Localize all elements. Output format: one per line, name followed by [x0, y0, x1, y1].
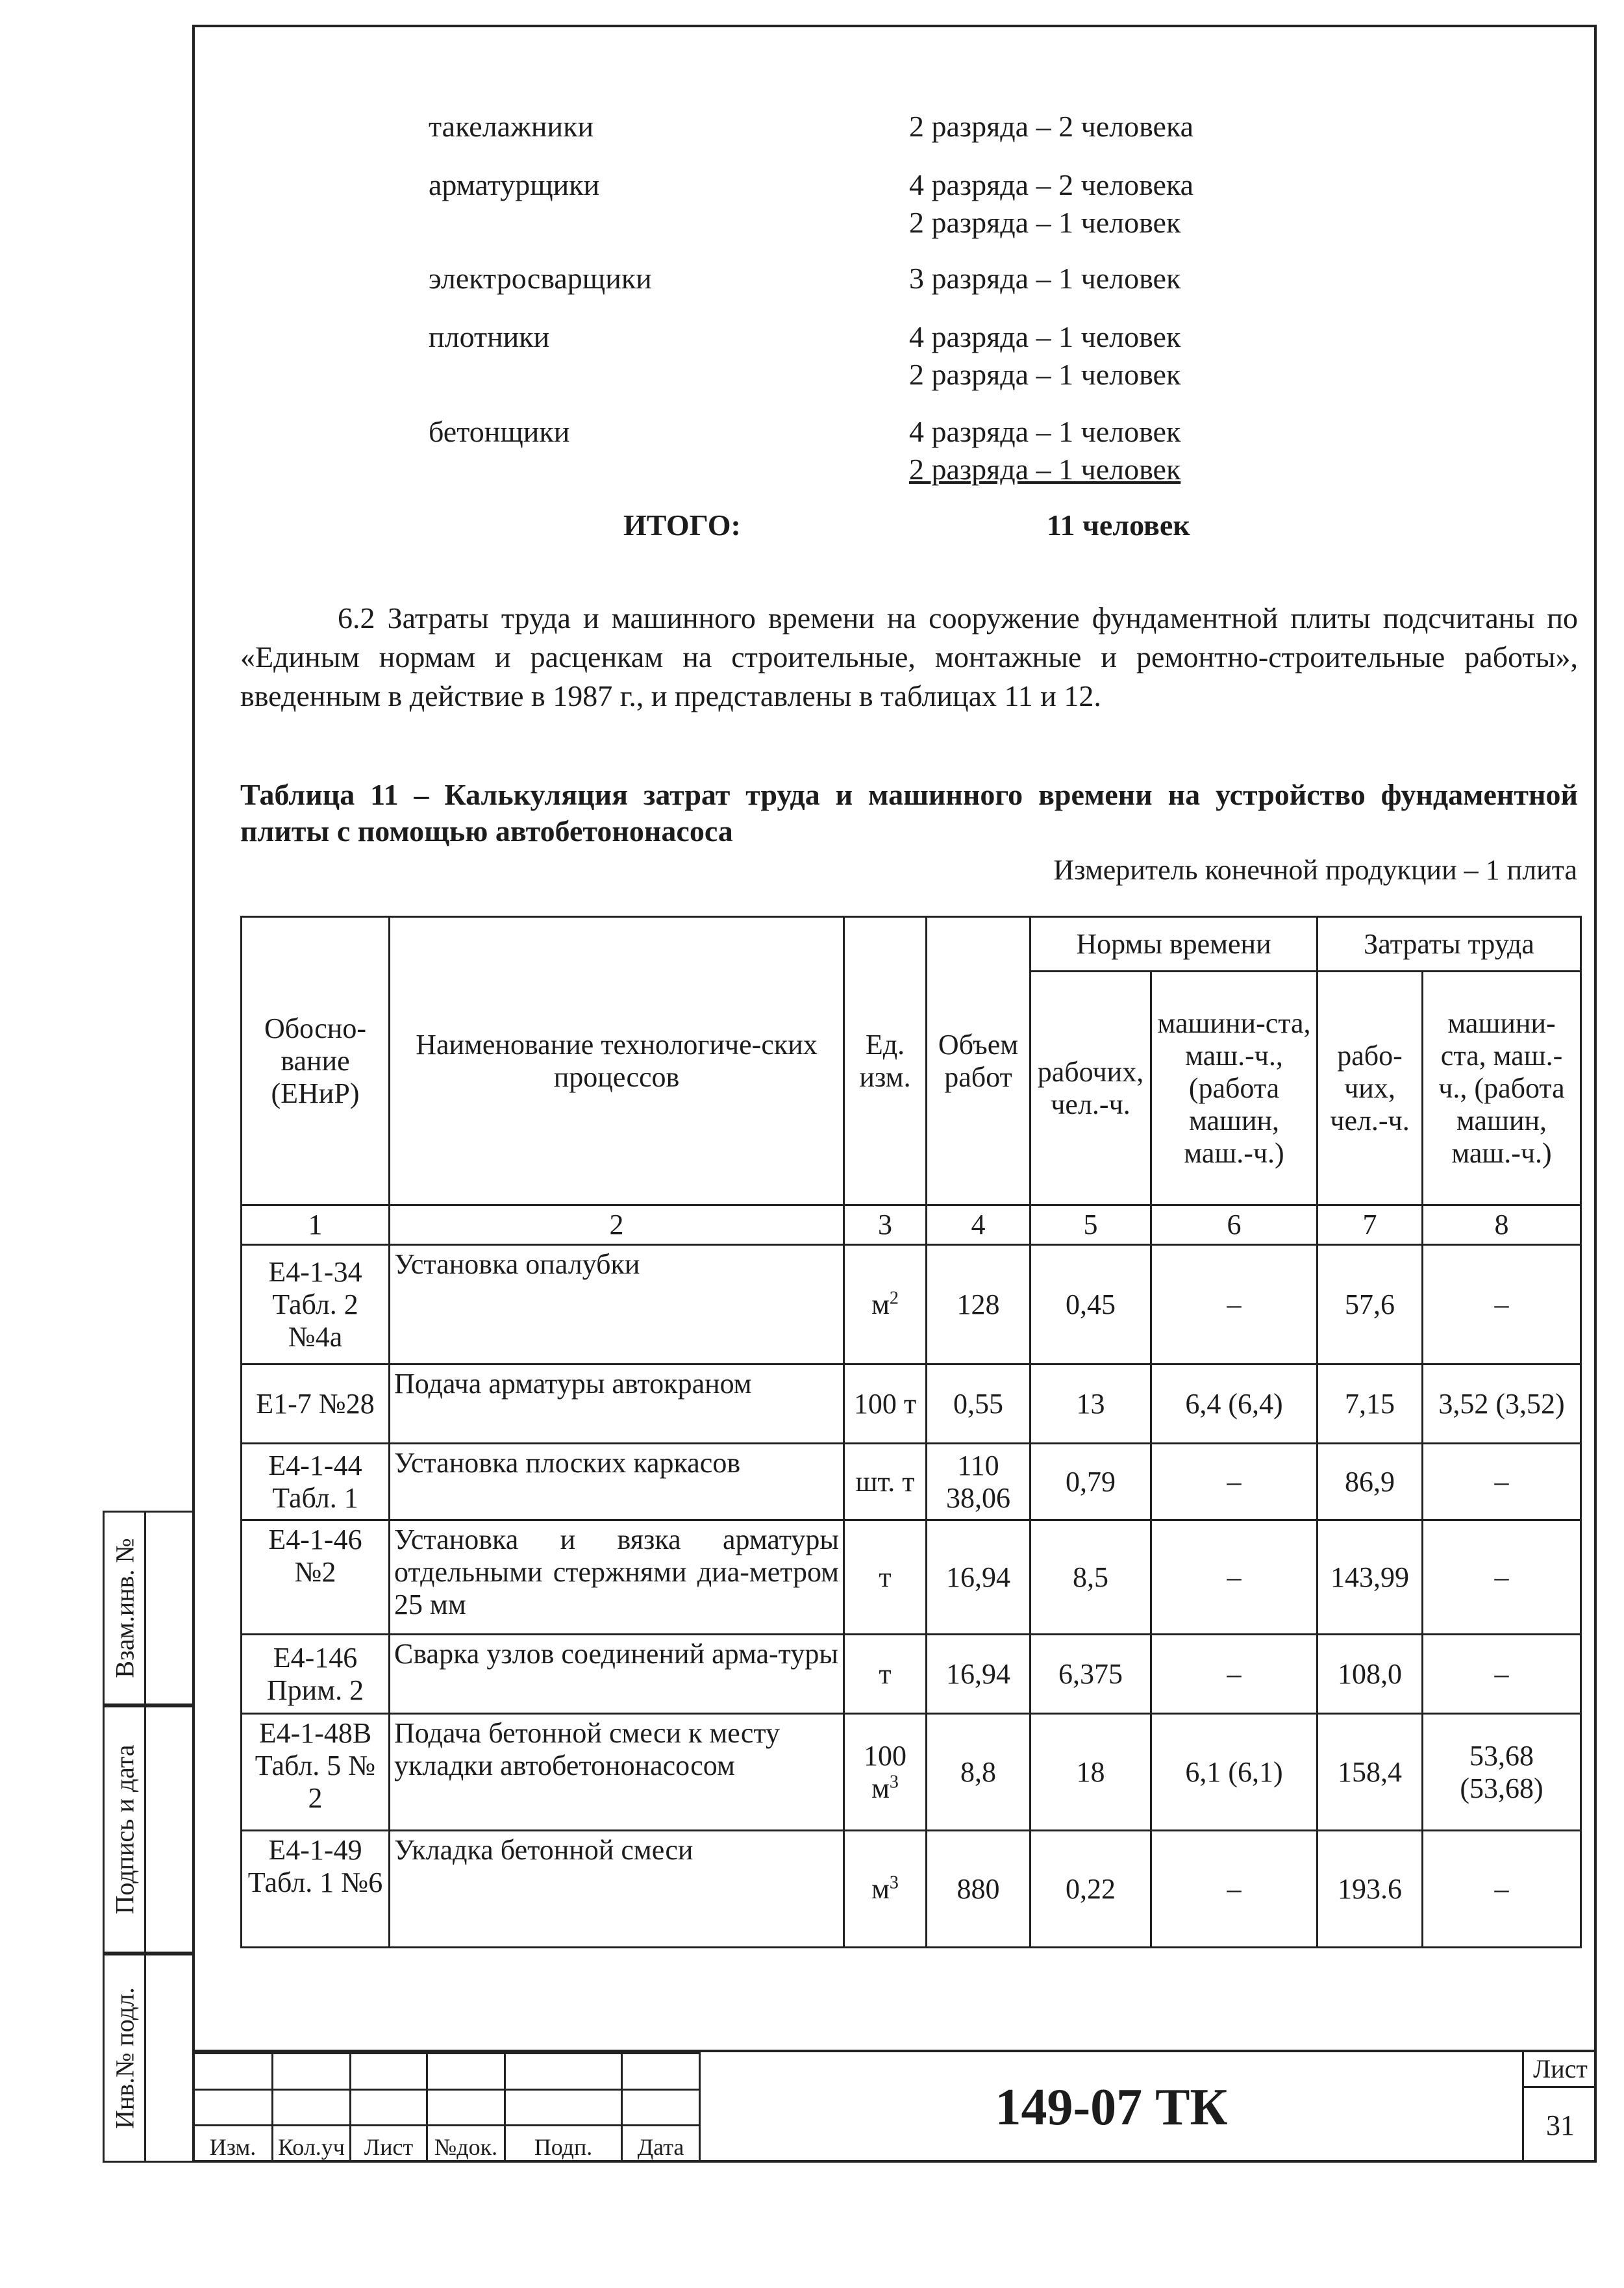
unit-text: т: [879, 1657, 892, 1690]
cell-process: Подача арматуры автокраном: [390, 1364, 844, 1444]
table-row: [242, 1714, 1581, 1831]
crew-grade-3a: 3 разряда – 1 человек: [909, 262, 1181, 295]
paragraph-6-2: 6.2 Затраты труда и машинного времени на сооружение фундаментной плиты подсчитаны по «Единым нормам и расценкам на строительные, монтажные и ремонтно-строительные работы», введенным в действие в 1987 г., и представлены в таблицах 11 и 12.: [240, 601, 1578, 712]
cell-basis: Е4-146 Прим. 2: [242, 1635, 390, 1714]
cell-process: Подача бетонной смеси к месту укладки автобетононасосом: [390, 1714, 844, 1831]
crew-grade-2a: 4 разряда – 2 человека: [909, 168, 1194, 201]
cell-unit: [844, 1245, 927, 1364]
sheet-cell: [1522, 2052, 1597, 2163]
th-norms-group: Нормы времени: [1031, 917, 1318, 972]
cell-cost-machinist: –: [1423, 1831, 1581, 1948]
col-number: 3: [844, 1205, 927, 1245]
sheet-number: 31: [1546, 2109, 1575, 2141]
cell-basis: Е4-1-48В Табл. 5 № 2: [242, 1714, 390, 1831]
unit-text: 100 м: [864, 1739, 906, 1804]
col-kol-uch: Кол.уч: [273, 2126, 351, 2162]
th-costs-group: Затраты труда: [1318, 917, 1581, 972]
stamp-signature-label: Подпись и дата: [110, 1744, 139, 1915]
cell-process: Сварка узлов соединений арма-туры: [390, 1635, 844, 1714]
th-process: Наименование технологиче-ских процессов: [390, 917, 844, 1205]
th-basis: Обосно-вание (ЕНиР): [242, 917, 390, 1205]
unit-text: м: [871, 1872, 890, 1905]
col-number: 2: [390, 1205, 844, 1245]
total-label: ИТОГО:: [623, 509, 741, 542]
unit-sup: 3: [889, 1872, 899, 1892]
table-row: [242, 1444, 1581, 1520]
crew-trade-2: арматурщики: [429, 168, 600, 201]
cell-norm-workers: 13: [1031, 1364, 1151, 1444]
cell-volume: 8,8: [927, 1714, 1031, 1831]
total-value: 11 человек: [1047, 509, 1190, 542]
crew-trade-4: плотники: [429, 320, 550, 353]
col-number: 1: [242, 1205, 390, 1245]
cell-unit: [844, 1520, 927, 1635]
cell-norm-machinist: –: [1151, 1245, 1318, 1364]
cell-norm-workers: 8,5: [1031, 1520, 1151, 1635]
th-cost-machinist: машини-ста, маш.-ч., (работа машин, маш.-ч.): [1423, 972, 1581, 1205]
th-volume: Объем работ: [927, 917, 1031, 1205]
cell-cost-workers: 108,0: [1318, 1635, 1423, 1714]
table-row: [242, 1245, 1581, 1364]
crew-grade-4a: 4 разряда – 1 человек: [909, 320, 1181, 353]
cell-norm-machinist: 6,4 (6,4): [1151, 1364, 1318, 1444]
unit-sup: 2: [889, 1287, 899, 1308]
sheet-label: Лист: [1524, 2052, 1597, 2088]
cell-volume: 110 38,06: [927, 1444, 1031, 1520]
col-number: 8: [1423, 1205, 1581, 1245]
table-caption: Таблица 11 – Калькуляция затрат труда и машинного времени на устройство фундаментной плиты с помощью автобетононасоса: [240, 778, 1578, 848]
stamp-signature: [103, 1705, 194, 1954]
cell-cost-machinist: 3,52 (3,52): [1423, 1364, 1581, 1444]
cell-volume: 16,94: [927, 1520, 1031, 1635]
cell-norm-workers: 0,45: [1031, 1245, 1151, 1364]
cell-cost-machinist: –: [1423, 1245, 1581, 1364]
cell-norm-machinist: –: [1151, 1831, 1318, 1948]
cell-cost-machinist: –: [1423, 1444, 1581, 1520]
cell-process: Установка опалубки: [390, 1245, 844, 1364]
cell-volume: 128: [927, 1245, 1031, 1364]
cell-cost-workers: 143,99: [1318, 1520, 1423, 1635]
crew-trade-1: такелажники: [429, 110, 594, 143]
cell-basis: Е4-1-49 Табл. 1 №6: [242, 1831, 390, 1948]
crew-trade-3: электросварщики: [429, 262, 652, 295]
th-norm-workers: рабочих, чел.-ч.: [1031, 972, 1151, 1205]
table-row: [242, 1520, 1581, 1635]
title-block: [192, 2050, 1597, 2163]
crew-grade-5b: 2 разряда – 1 человек: [909, 453, 1181, 486]
col-number: 5: [1031, 1205, 1151, 1245]
crew-grade-4b: 2 разряда – 1 человек: [909, 358, 1181, 391]
cell-cost-workers: 86,9: [1318, 1444, 1423, 1520]
stamp-replacement: [103, 1511, 194, 1705]
cell-cost-machinist: –: [1423, 1635, 1581, 1714]
crew-grade-2b: 2 разряда – 1 человек: [909, 206, 1181, 239]
cell-unit: [844, 1831, 927, 1948]
cell-cost-workers: 57,6: [1318, 1245, 1423, 1364]
unit-sup: 3: [889, 1771, 899, 1792]
cell-norm-machinist: –: [1151, 1635, 1318, 1714]
document-number: 149-07 ТК: [699, 2052, 1522, 2163]
stamp-inventory: [103, 1954, 194, 2163]
crew-trade-5: бетонщики: [429, 415, 570, 448]
crew-grade-5a: 4 разряда – 1 человек: [909, 415, 1181, 448]
column-numbers-row: [242, 1205, 1581, 1245]
cell-unit: [844, 1364, 927, 1444]
col-number: 6: [1151, 1205, 1318, 1245]
cell-basis: Е1-7 №28: [242, 1364, 390, 1444]
cell-cost-workers: 158,4: [1318, 1714, 1423, 1831]
cell-norm-workers: 18: [1031, 1714, 1151, 1831]
cell-process: Установка плоских каркасов: [390, 1444, 844, 1520]
revision-grid: [192, 2052, 701, 2163]
cell-volume: 880: [927, 1831, 1031, 1948]
cell-norm-machinist: –: [1151, 1444, 1318, 1520]
cell-unit: [844, 1714, 927, 1831]
cell-unit: [844, 1444, 927, 1520]
col-data: Дата: [622, 2126, 700, 2162]
col-ndok: №док.: [427, 2126, 505, 2162]
crew-grade-1a: 2 разряда – 2 человека: [909, 110, 1194, 143]
cell-cost-machinist: 53,68 (53,68): [1423, 1714, 1581, 1831]
unit-text: шт. т: [855, 1465, 915, 1498]
unit-text: 100 т: [853, 1387, 917, 1420]
cell-norm-machinist: 6,1 (6,1): [1151, 1714, 1318, 1831]
cell-basis: Е4-1-34 Табл. 2 №4а: [242, 1245, 390, 1364]
cell-norm-workers: 6,375: [1031, 1635, 1151, 1714]
stamp-replacement-label: Взам.инв. №: [110, 1538, 139, 1678]
cell-cost-workers: 7,15: [1318, 1364, 1423, 1444]
cell-volume: 0,55: [927, 1364, 1031, 1444]
cell-unit: [844, 1635, 927, 1714]
table-row: [242, 1364, 1581, 1444]
calc-table: [240, 916, 1582, 1948]
cell-norm-machinist: –: [1151, 1520, 1318, 1635]
col-podp: Подп.: [505, 2126, 622, 2162]
col-number: 7: [1318, 1205, 1423, 1245]
cell-cost-workers: 193.6: [1318, 1831, 1423, 1948]
cell-basis: Е4-1-44 Табл. 1: [242, 1444, 390, 1520]
col-number: 4: [927, 1205, 1031, 1245]
cell-volume: 16,94: [927, 1635, 1031, 1714]
cell-cost-machinist: –: [1423, 1520, 1581, 1635]
cell-basis: Е4-1-46 №2: [242, 1520, 390, 1635]
unit-text: м: [871, 1288, 890, 1320]
col-izm: Изм.: [194, 2126, 273, 2162]
measure-note: Измеритель конечной продукции – 1 плита: [1053, 854, 1577, 886]
cell-norm-workers: 0,79: [1031, 1444, 1151, 1520]
table-row: [242, 1831, 1581, 1948]
th-unit: Ед. изм.: [844, 917, 927, 1205]
th-cost-workers: рабо-чих, чел.-ч.: [1318, 972, 1423, 1205]
cell-process: Укладка бетонной смеси: [390, 1831, 844, 1948]
th-norm-machinist: машини-ста, маш.-ч., (работа машин, маш.-ч.): [1151, 972, 1318, 1205]
col-list: Лист: [351, 2126, 427, 2162]
cell-norm-workers: 0,22: [1031, 1831, 1151, 1948]
stamp-inventory-label: Инв.№ подл.: [110, 1987, 139, 2129]
unit-text: т: [879, 1561, 892, 1593]
cell-process: Установка и вязка арматуры отдельными стержнями диа-метром 25 мм: [390, 1520, 844, 1635]
table-row: [242, 1635, 1581, 1714]
